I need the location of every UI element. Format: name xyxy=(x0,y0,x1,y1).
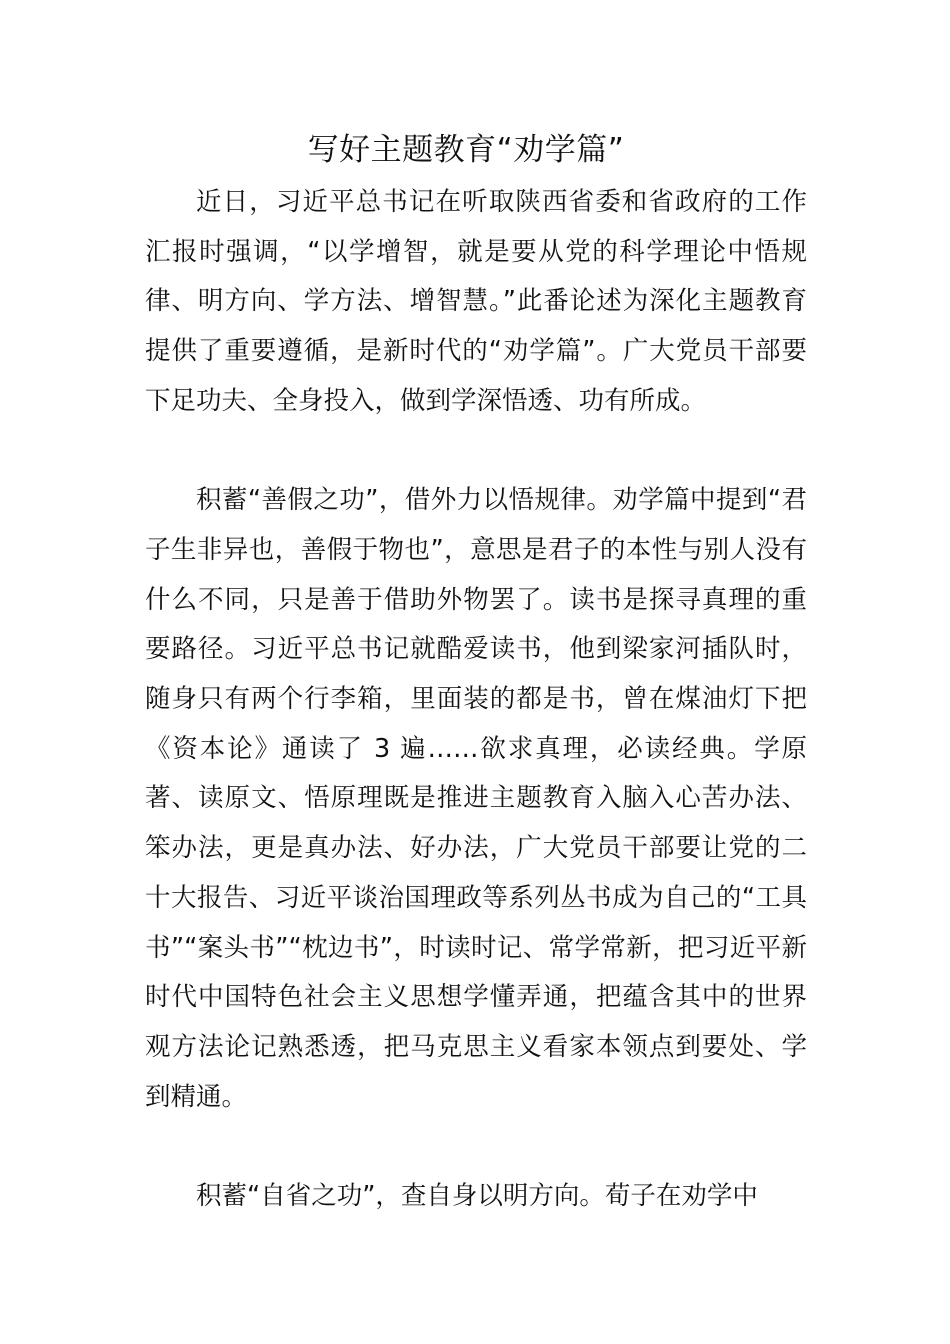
paragraph-self-reflection: 积蓄“自省之功”，查自身以明方向。荀子在劝学中 xyxy=(196,1181,758,1212)
paragraph-intro: 近日，习近平总书记在听取陕西省委和省政府的工作汇报时强调，“以学增智，就是要从党的科学理论中悟规律、明方向、学方法、增智慧。”此番论述为深化主题教育提供了重要遵循，是新时代的“劝学篇”。广大党员干部要下足功夫、全身投入，做到学深悟透、功有所成。 xyxy=(145,187,807,416)
paragraph-borrow-external: 积蓄“善假之功”，借外力以悟规律。劝学篇中提到“君子生非异也，善假于物也”，意思是君子的本性与别人没有什么不同，只是善于借助外物罢了。读书是探寻真理的重要路径。习近平总书记就酷爱读书，他到梁家河插队时，随身只有两个行李箱，里面装的都是书，曾在煤油灯下把《资本论》通读了 3 遍……欲求真理，必读经典。学原著、读原文、悟原理既是推进主题教育入脑入心苦办法、笨办法，更是真办法、好办法，广大党员干部要让党的二十大报告、习近平谈治国理政等系列丛书成为自己的“工具书”“案头书”“枕边书”，时读时记、常学常新，把习近平新时代中国特色社会主义思想学懂弄通，把蕴含其中的世界观方法论记熟悉透，把马克思主义看家本领点到要处、学到精通。 xyxy=(145,485,807,1112)
document-body xyxy=(145,178,807,1222)
document-title: 写好主题教育“劝学篇” xyxy=(307,132,625,168)
